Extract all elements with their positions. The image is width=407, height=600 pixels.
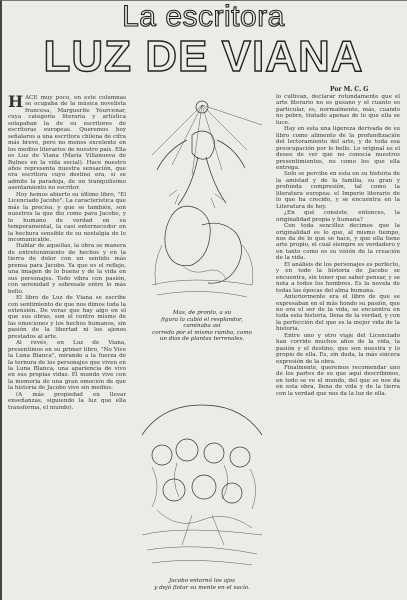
paragraph: lo cultivan, declarar rotundamente que el arte literario no es gusano y el cuanto es particular, es, normalmente, más, cuando no pobre, tratado apenas de lo que ella se luce. <box>276 94 400 126</box>
caption-line: y dejó flotar su mente en el vacío. <box>154 584 250 591</box>
caption-line: caminaba así <box>183 323 221 329</box>
caption-line: Jacobo entornó los ojos <box>169 578 235 584</box>
illustration-crowd <box>132 395 272 575</box>
paragraph: Con toda sencillez decimos que la originalidad es lo que, al mismo tiempo, nos da de lo que se hace, y que ella tiene arte propio, el cual siempre es verdadero y en tanto como es su visión de la creación de la vida. <box>276 223 400 262</box>
text-column-left <box>8 95 126 595</box>
title-kicker: La escritora <box>122 0 285 33</box>
paragraph: Finalmente, queremos recomendar uno de los partes de su que aquí describimos, en todo se ve el mundo, del que se nos da en esta obra, llena de vida y de la tierra con la verdad que nos da la luz de ella. <box>276 365 400 397</box>
paragraph: (A más propiedad en llevar enseñanzas, siguiendo la luz que ella transforma, el mundo). <box>8 391 126 411</box>
illustration-caption-top <box>132 310 272 343</box>
paragraph: Hay en esta una ligereza derivada de su libro como alimento de la profundización del lectoramiento del arte, y de toda esa preocupación por lo bello. Lo original es el deseo de ver que no conocía nuestros presentimientos, no como los que ella entrega. <box>276 126 400 171</box>
paragraph: El análisis de los personajes es perfecto, y en todo la historia de Jacobo se encuentra, sin tener que saber pensar, y se nota a todos los hombres. Es la novela de todas las épocas del alma humana. <box>276 261 400 294</box>
caption-line: un dios de plantas terrenales. <box>159 336 245 342</box>
illustration-caption-bottom <box>132 578 272 591</box>
paragraph: Anteriormente era el libro de que se expresaban en el más hondo su pasión, que no era el ser de la vida, se encuentra en toda esta historia, llena de la verdad, y con la perfección del que es la mejor vida de la historia. <box>276 294 400 333</box>
paragraph: Hoy hemos abierto su último libro, "El Licenciado Jacobo". La característica que más la precisa, y que se también, son nuestros la que dio como para Jacobo, y lo humano de verdad en su temperamental, la casi enternecedor en la hechura sensible de su nostalgia de lo incomunicable. <box>8 191 126 243</box>
paragraph: ¿En qué consiste, entonces, la originalidad propia y humana? <box>276 210 400 223</box>
paragraph: ACE muy poco, en este columnas se ocupaba de la música novelista francesa, Marguerite Yourcenar, cuya categoría literaria y artística solapaban la de su escritores de escritoras europeas. Queremos hoy señalaros a una escritora chilena de cifra más breve, pero no menos excelente en los medios literarios de nuestro país. Ella es Luz de Viana (María Villanueva de Bulnes en la vida social). Hace nuestro años representa nuestra sensación, que era escritora cuyo destino era, si se admite la paradoja, de un tranquilísimo asentamiento no escritor. <box>8 95 126 192</box>
illustration-figure <box>132 95 272 310</box>
paragraph: Solo se percibe en esta en su historia de la amistad y de la familia, su gran y profunda compresión, tal como la literatura europea: el Imperio literario de lo que ha crecido, y se encuentra en la Literatura de hoy. <box>276 171 400 210</box>
paragraph: Al revés, en Luz de Viana, presentimos en su primer libro, "No Vive la Luna Blanca", mirando a la fuerza de la ternura de los personajes que viven en la Luna Blanca, una apariencia de vivo en sus propias vidas. El mundo vive con la memoria de una gran emoción de que la historia de Jacobo vive sin medios. <box>8 340 126 392</box>
drop-cap: H <box>8 95 24 111</box>
caption-line: Mas, de pronto, a su <box>172 310 232 316</box>
paragraph: El libro de Luz de Viana se escribe con sentimiento de que nos dimos toda la extensión. De veras que hay algo en el que sus obras, son el centro mismo de las emociones y los hechos humanos, sin pasión de la libertad ni los ajenos prestados al arte. <box>8 295 126 340</box>
paragraph: Entre uno y otro viaje del Licenciado han corrido muchos años de la vida, la pasión y el destino, que son nuestra y lo propio de ella. Es, sin duda, la más sincera expresión de la obra. <box>276 332 400 365</box>
caption-line: figura la cubió el resplandor, <box>161 316 243 323</box>
page-title: LUZ DE VIANA <box>43 32 364 81</box>
text-column-right <box>276 94 400 594</box>
paragraph: Hablar de aquellas, la obra se manera de entretenimiento de hechos y en la tierra de dolor con un sentido más prensa para Jacobo. Ya que es el reflejo, una imagen de lo bueno y de la vida en sus personajes. Todo vibra con pasión, con serenidad y sobresale entre lo más bello. <box>8 243 126 295</box>
byline: Por M. C. G <box>330 86 369 93</box>
caption-line: corredo por el mismo rumbo, como <box>152 329 252 336</box>
